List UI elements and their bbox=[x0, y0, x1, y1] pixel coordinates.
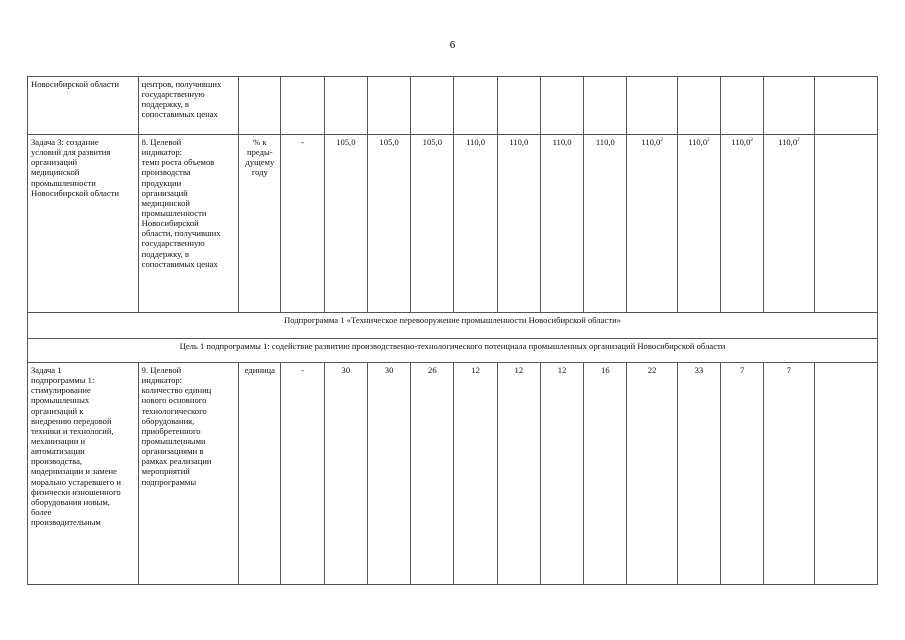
value-cell: 110,0$^2$ bbox=[764, 135, 814, 313]
value-cell: - bbox=[281, 363, 324, 585]
table-row-task1 bbox=[28, 363, 878, 585]
subprogram-title: Подпрограмма 1 «Техническое перевооружение промышленности Новосибирской области» bbox=[28, 313, 878, 339]
table-row-continuation bbox=[28, 77, 878, 135]
table-row-task3 bbox=[28, 135, 878, 313]
value-cell: 110,0$^2$ bbox=[677, 135, 720, 313]
value-cell: 110,0 bbox=[540, 135, 583, 313]
value-cell: 7 bbox=[764, 363, 814, 585]
task-cell: Задача 3: создание условий для развития организаций медицинской промышленности Новосибирской области bbox=[28, 135, 139, 313]
goal-row bbox=[28, 339, 878, 363]
footnote-mark: 2 bbox=[750, 138, 753, 144]
indicator-cell: центров, получивших государственную поддержку, в сопоставимых ценах bbox=[138, 77, 239, 135]
indicator-cell: 9. Целевой индикатор: количество единиц нового основного технологического оборудования, приобретенного промышленными организациями в рамках реализации мероприятий подпрограммы bbox=[138, 363, 239, 585]
value-cell: 110,0$^2$ bbox=[720, 135, 763, 313]
value-cell: 12 bbox=[540, 363, 583, 585]
empty-cell bbox=[677, 77, 720, 135]
empty-cell bbox=[814, 77, 877, 135]
value-cell: 30 bbox=[324, 363, 367, 585]
empty-cell bbox=[324, 77, 367, 135]
empty-cell bbox=[367, 77, 410, 135]
value-cell: 110,0 bbox=[584, 135, 627, 313]
value-cell bbox=[814, 135, 877, 313]
value-cell: 33 bbox=[677, 363, 720, 585]
value-cell: 22 bbox=[627, 363, 677, 585]
empty-cell bbox=[497, 77, 540, 135]
empty-cell bbox=[627, 77, 677, 135]
value-cell: 16 bbox=[584, 363, 627, 585]
value-cell: 110,0 bbox=[497, 135, 540, 313]
empty-cell bbox=[720, 77, 763, 135]
value-cell bbox=[814, 363, 877, 585]
value-cell: 105,0 bbox=[367, 135, 410, 313]
indicators-table bbox=[27, 76, 878, 585]
task-cell: Новосибирской области bbox=[28, 77, 139, 135]
empty-cell bbox=[411, 77, 454, 135]
footnote-mark: 2 bbox=[707, 138, 710, 144]
page-number: 6 bbox=[449, 39, 456, 51]
subprogram-row bbox=[28, 313, 878, 339]
empty-cell bbox=[764, 77, 814, 135]
value-cell: - bbox=[281, 135, 324, 313]
value-cell: 105,0 bbox=[411, 135, 454, 313]
value-cell: 105,0 bbox=[324, 135, 367, 313]
empty-cell bbox=[281, 77, 324, 135]
footnote-mark: 2 bbox=[797, 138, 800, 144]
value-cell: 12 bbox=[497, 363, 540, 585]
value-cell: 110,0 bbox=[454, 135, 497, 313]
value-cell: 7 bbox=[720, 363, 763, 585]
empty-cell bbox=[540, 77, 583, 135]
footnote-mark: 2 bbox=[660, 138, 663, 144]
task-cell: Задача 1 подпрограммы 1: стимулирование промышленных организаций к внедрению передовой техники и технологий, механизации и автоматизации производства, модернизации и замене морально устаревшего и физически изношенного оборудования новым, более производительным bbox=[28, 363, 139, 585]
unit-cell: единица bbox=[239, 363, 281, 585]
indicator-cell: 8. Целевой индикатор: темп роста объемов производства продукции организаций медицинской промышленности Новосибирской области, получивших государственную поддержку, в сопоставимых ценах bbox=[138, 135, 239, 313]
goal-title: Цель 1 подпрограммы 1: содействие развитию производственно-технологического потенциала промышленных организаций Новосибирской области bbox=[28, 339, 878, 363]
value-cell: 110,0$^2$ bbox=[627, 135, 677, 313]
empty-cell bbox=[239, 77, 281, 135]
empty-cell bbox=[584, 77, 627, 135]
value-cell: 12 bbox=[454, 363, 497, 585]
unit-cell: % к преды- дущему году bbox=[239, 135, 281, 313]
empty-cell bbox=[454, 77, 497, 135]
value-cell: 26 bbox=[411, 363, 454, 585]
value-cell: 30 bbox=[367, 363, 410, 585]
